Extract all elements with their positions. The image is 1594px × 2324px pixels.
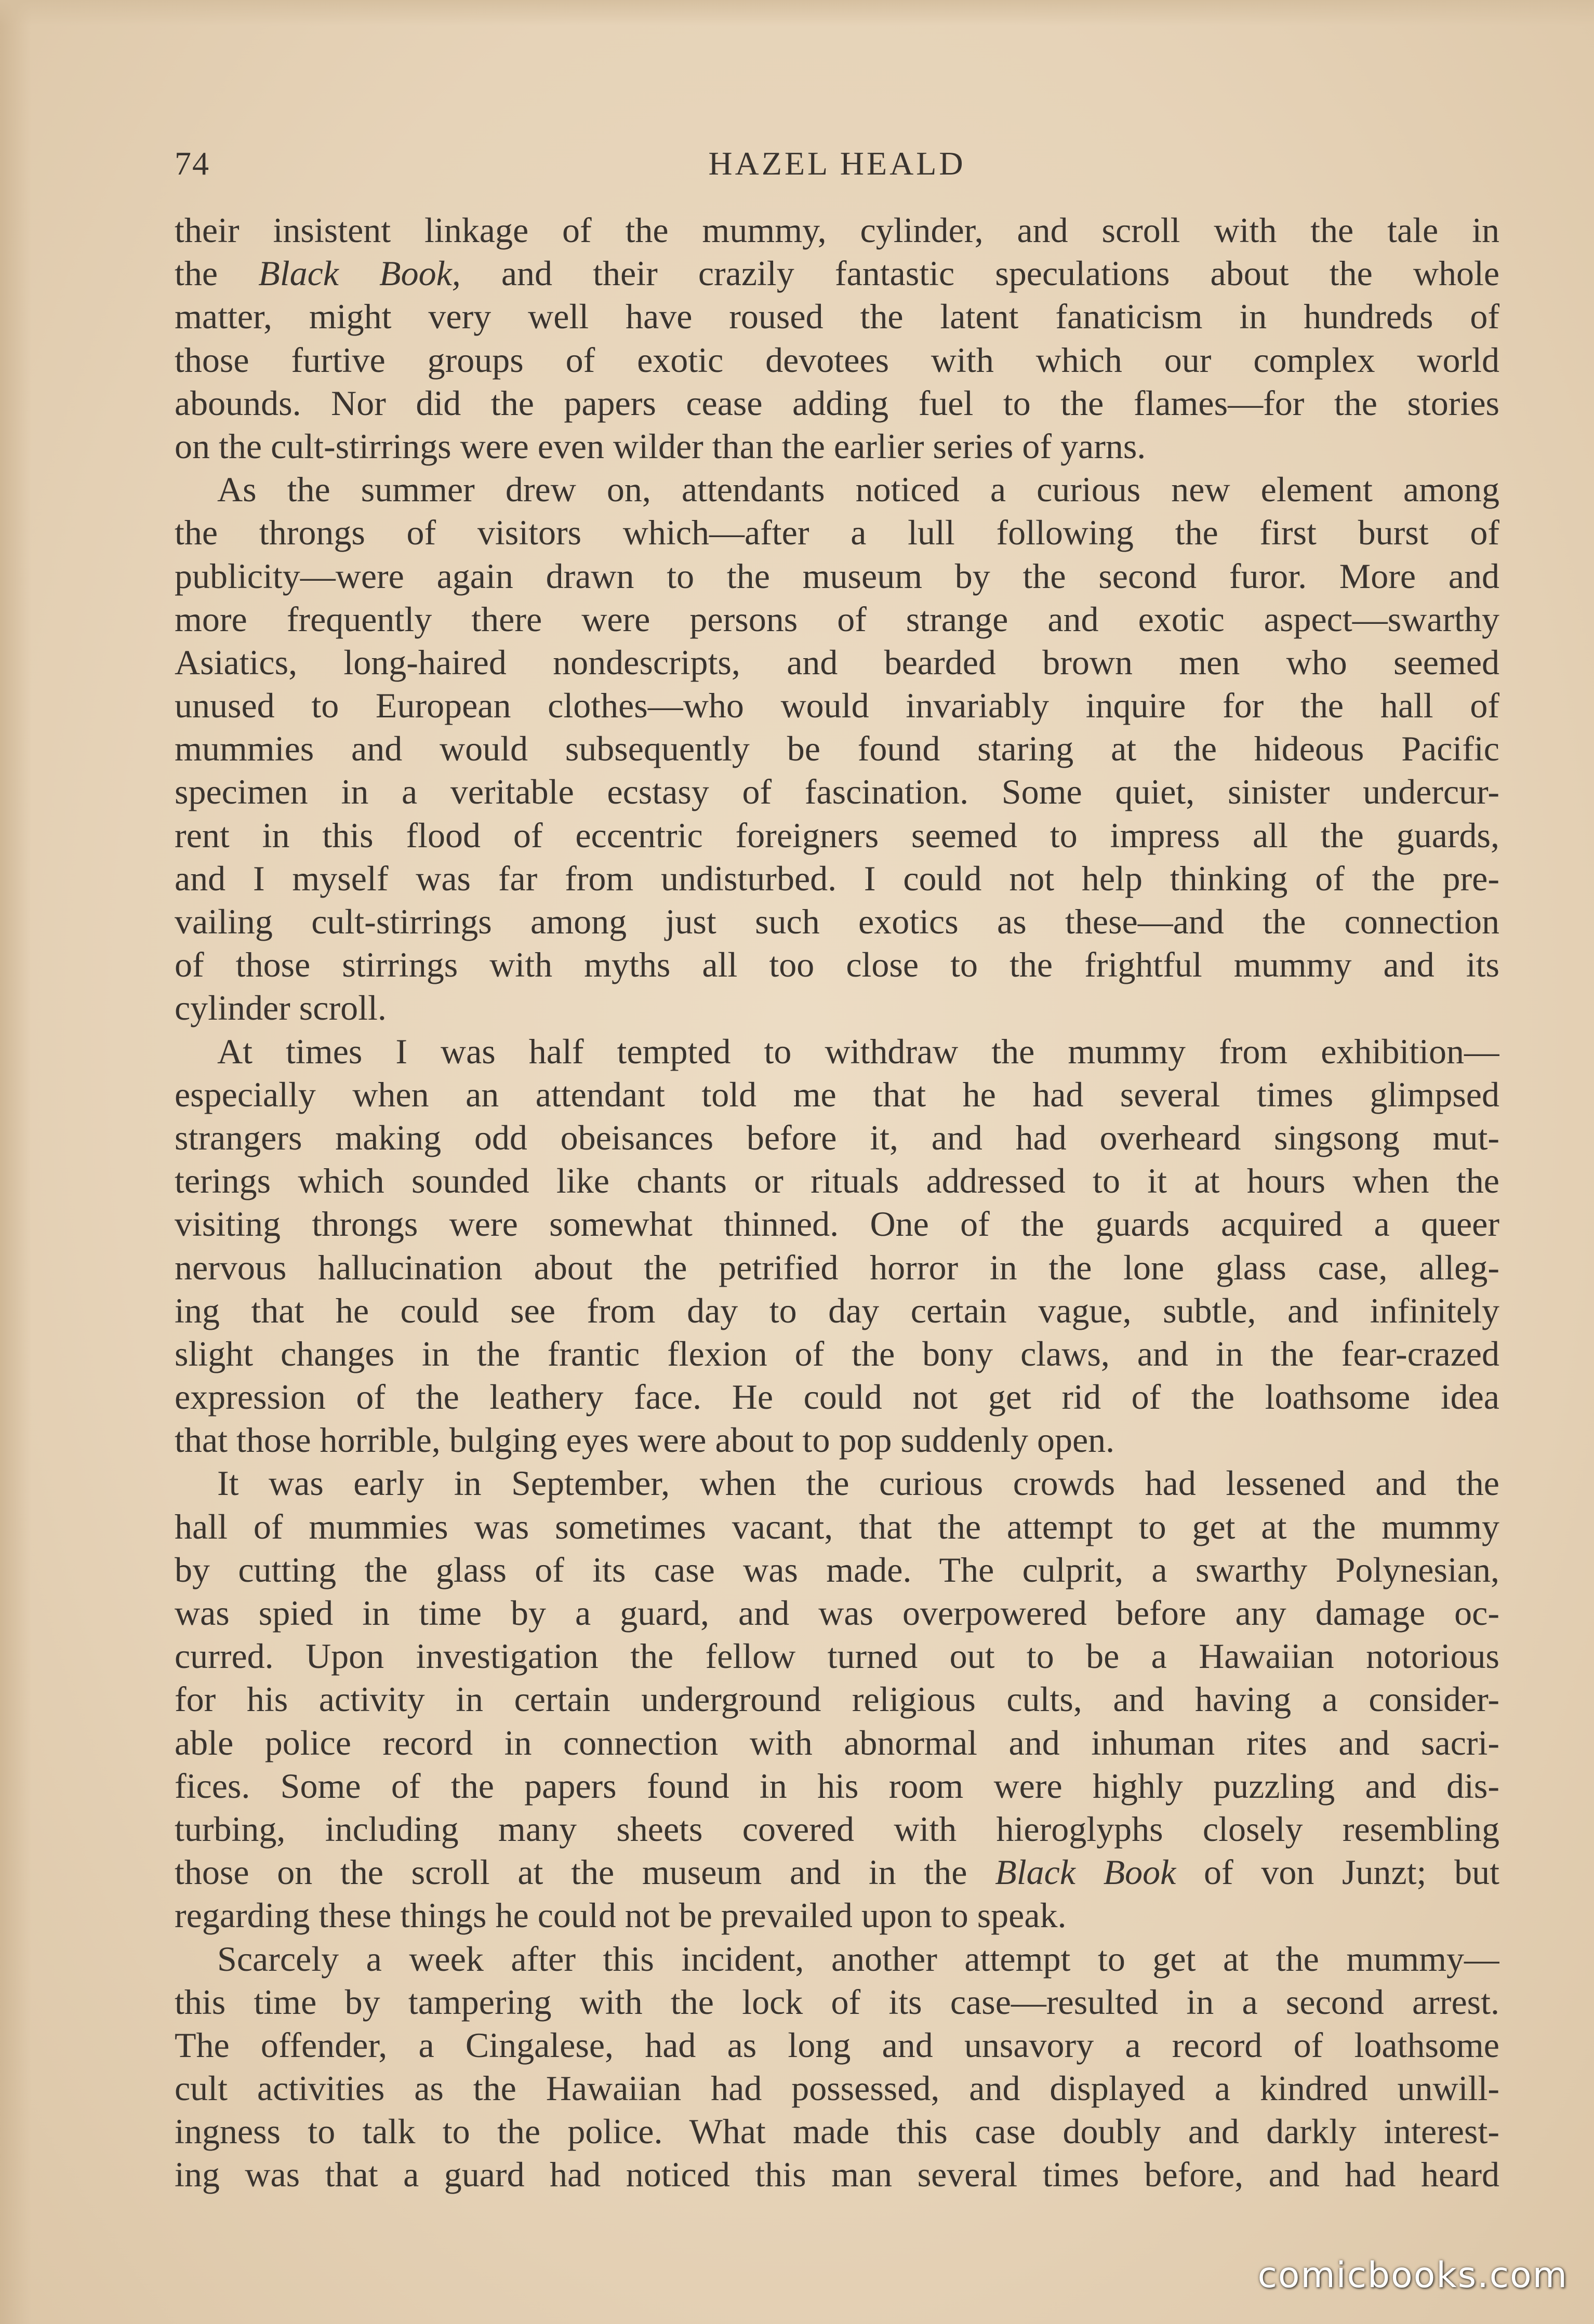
text-line: of those stirrings with myths all too close to the frightful mummy and its xyxy=(175,945,1499,985)
text-line: vailing cult-stirrings among just such exotics as these—and the connection xyxy=(175,902,1499,941)
text-line: It was early in September, when the curious crowds had lessened and the xyxy=(217,1463,1499,1503)
page-number: 74 xyxy=(175,145,210,182)
text-line: those furtive groups of exotic devotees with which our complex world xyxy=(175,340,1499,380)
text-line: those on the scroll at the museum and in the Black Book of von Junzt; but xyxy=(175,1852,1499,1892)
text-line: matter, might very well have roused the latent fanaticism in hundreds of xyxy=(175,297,1499,337)
text-line: fices. Some of the papers found in his room were highly puzzling and dis- xyxy=(175,1766,1499,1806)
italic-title: Black Book xyxy=(995,1852,1176,1892)
text-line: mummies and would subsequently be found staring at the hideous Pacific xyxy=(175,729,1499,769)
text-line: more frequently there were persons of strange and exotic aspect—swarthy xyxy=(175,599,1499,639)
text-line: the throngs of visitors which—after a lull following the first burst of xyxy=(175,513,1499,553)
text-line: specimen in a veritable ecstasy of fascination. Some quiet, sinister undercur- xyxy=(175,772,1499,812)
text-line: ing was that a guard had noticed this man several times before, and had heard xyxy=(175,2155,1499,2195)
text-line: slight changes in the frantic flexion of the bony claws, and in the fear-crazed xyxy=(175,1333,1499,1373)
text-line: As the summer drew on, attendants noticed a curious new element among xyxy=(217,470,1499,510)
text-line: by cutting the glass of its case was made. The culprit, a swarthy Polynesian, xyxy=(175,1550,1499,1590)
page-top-shading xyxy=(0,0,1594,26)
text-line: the Black Book, and their crazily fantastic speculations about the whole xyxy=(175,253,1499,293)
text-line: regarding these things he could not be prevailed upon to speak. xyxy=(175,1895,1067,1935)
text-line: was spied in time by a guard, and was overpowered before any damage oc- xyxy=(175,1593,1499,1633)
text-line: able police record in connection with abnormal and inhuman rites and sacri- xyxy=(175,1722,1499,1762)
text-line: on the cult-stirrings were even wilder than the earlier series of yarns. xyxy=(175,426,1146,466)
text-line: terings which sounded like chants or rituals addressed to it at hours when the xyxy=(175,1161,1499,1201)
text-line: rent in this flood of eccentric foreigners seemed to impress all the guards, xyxy=(175,815,1499,855)
page-header xyxy=(175,140,1499,187)
italic-title: Black Book, xyxy=(258,253,461,293)
text-line: expression of the leathery face. He could not get rid of the loathsome idea xyxy=(175,1377,1499,1417)
text-line: ing that he could see from day to day certain vague, subtle, and infinitely xyxy=(175,1290,1499,1330)
text-line: unused to European clothes—who would invariably inquire for the hall of xyxy=(175,686,1499,726)
text-line: Scarcely a week after this incident, another attempt to get at the mummy— xyxy=(217,1939,1499,1979)
running-head: HAZEL HEALD xyxy=(708,145,966,182)
text-line: visiting throngs were somewhat thinned. One of the guards acquired a queer xyxy=(175,1204,1499,1244)
page-edge-shading xyxy=(0,0,31,2324)
text-line: this time by tampering with the lock of its case—resulted in a second arrest. xyxy=(175,1982,1499,2022)
text-line: publicity—were again drawn to the museum by the second furor. More and xyxy=(175,556,1499,596)
text-line: and I myself was far from undisturbed. I could not help thinking of the pre- xyxy=(175,858,1499,898)
text-line: that those horrible, bulging eyes were about to pop suddenly open. xyxy=(175,1420,1115,1460)
text-line: for his activity in certain underground religious cults, and having a consider- xyxy=(175,1679,1499,1719)
text-line: turbing, including many sheets covered with hieroglyphs closely resembling xyxy=(175,1809,1499,1849)
text-line: ingness to talk to the police. What made this case doubly and darkly interest- xyxy=(175,2112,1499,2152)
text-line: their insistent linkage of the mummy, cylinder, and scroll with the tale in xyxy=(175,210,1499,250)
text-line: strangers making odd obeisances before it, and had overheard singsong mut- xyxy=(175,1117,1499,1157)
text-line: nervous hallucination about the petrified horror in the lone glass case, alleg- xyxy=(175,1247,1499,1287)
body-text xyxy=(175,209,1499,2197)
text-line: hall of mummies was sometimes vacant, that the attempt to get at the mummy xyxy=(175,1506,1499,1546)
text-line: especially when an attendant told me that he had several times glimpsed xyxy=(175,1074,1499,1114)
text-line: cult activities as the Hawaiian had possessed, and displayed a kindred unwill- xyxy=(175,2068,1499,2108)
text-line: abounds. Nor did the papers cease adding fuel to the flames—for the stories xyxy=(175,383,1499,423)
text-line: curred. Upon investigation the fellow turned out to be a Hawaiian notorious xyxy=(175,1636,1499,1676)
text-line: cylinder scroll. xyxy=(175,988,387,1028)
watermark: comicbooks.com xyxy=(1257,2255,1568,2296)
text-line: The offender, a Cingalese, had as long and unsavory a record of loathsome xyxy=(175,2025,1499,2065)
text-line: At times I was half tempted to withdraw the mummy from exhibition— xyxy=(217,1031,1499,1071)
text-line: Asiatics, long-haired nondescripts, and bearded brown men who seemed xyxy=(175,642,1499,682)
